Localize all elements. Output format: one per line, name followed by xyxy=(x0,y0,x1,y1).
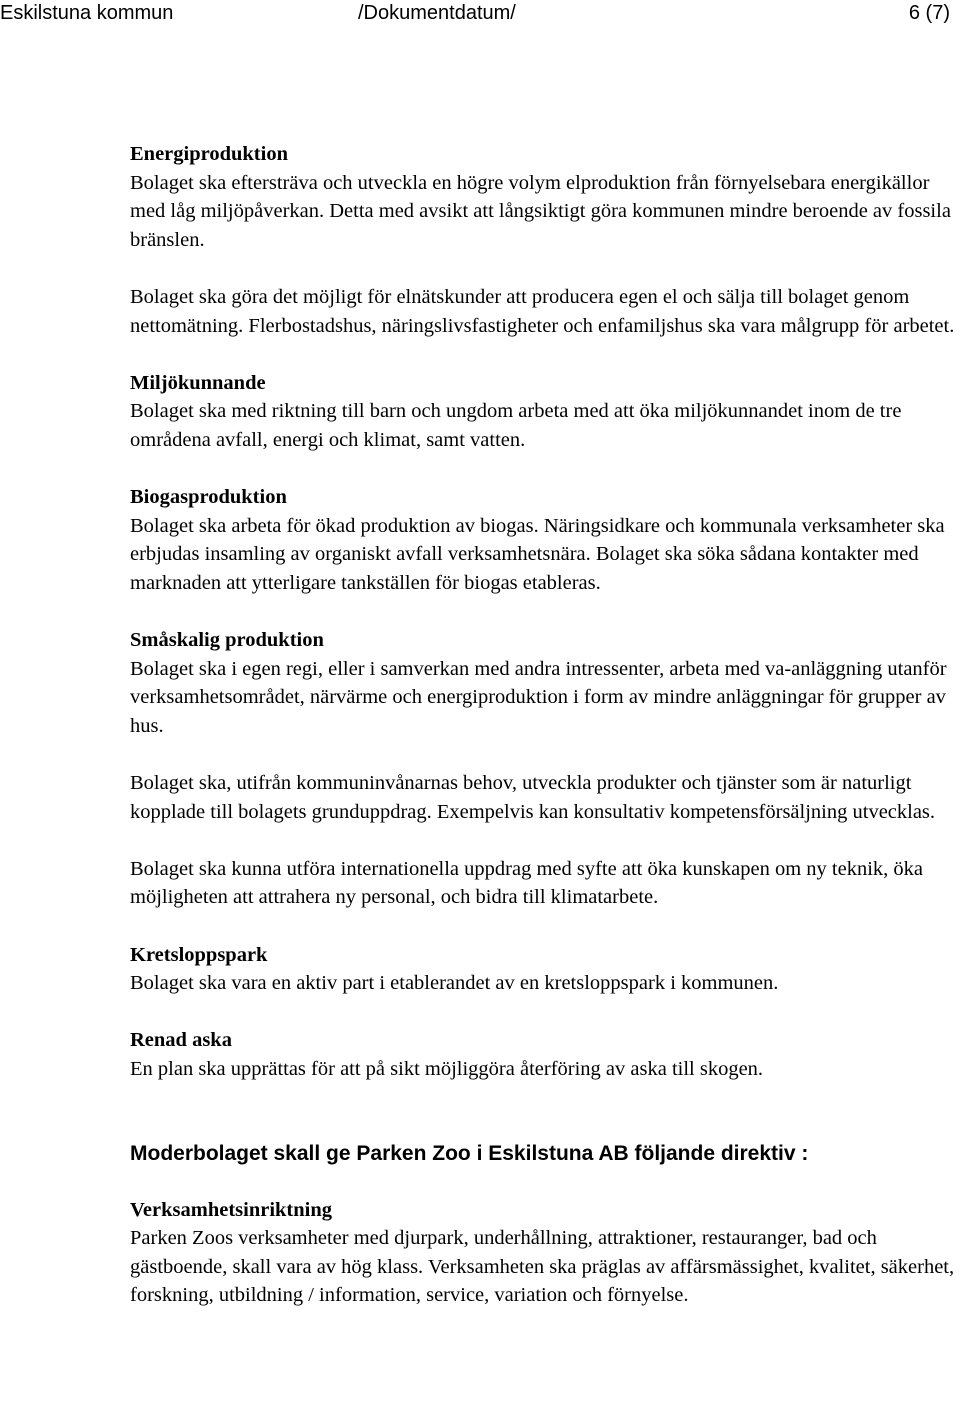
section-paragraph: Bolaget ska eftersträva och utveckla en högre volym elproduktion från förnyelsebara energikällor med låg miljöpåverkan. Detta med avsikt att långsiktigt göra kommunen mindre beroende av fossila bränslen. xyxy=(130,171,951,251)
section-heading: Renad aska xyxy=(130,1029,232,1052)
section-heading: Småskalig produktion xyxy=(130,629,324,652)
directive-heading: Moderbolaget skall ge Parken Zoo i Eskilstuna AB följande direktiv : xyxy=(130,1141,809,1165)
section-heading: Biogasproduktion xyxy=(130,486,287,509)
section-paragraph: Bolaget ska i egen regi, eller i samverkan med andra intressenter, arbeta med va-anläggning utanför verksamhetsområdet, närvärme och energiproduktion i form av mindre anläggningar för grupper av hus. xyxy=(130,657,947,737)
section-energiproduktion xyxy=(130,140,960,340)
header-page-number: 6 (7) xyxy=(908,2,950,24)
section-verksamhetsinriktning xyxy=(130,1196,960,1310)
section-heading: Miljökunnande xyxy=(130,371,266,394)
section-paragraph: Bolaget ska kunna utföra internationella uppdrag med syfte att öka kunskapen om ny teknik, öka möjligheten att attrahera ny personal, och bidra till klimatarbete. xyxy=(130,857,924,909)
section-renad-aska xyxy=(130,1026,960,1083)
section-paragraph: En plan ska upprättas för att på sikt möjliggöra återföring av aska till skogen. xyxy=(130,1058,764,1080)
section-paragraph: Bolaget ska arbeta för ökad produktion av biogas. Näringsidkare och kommunala verksamheter ska erbjudas insamling av organiskt avfall verksamhetsnära. Bolaget ska söka sådana kontakter med marknaden att ytterligare tankställen för biogas etableras. xyxy=(130,514,945,594)
section-heading: Kretsloppspark xyxy=(130,943,268,966)
section-paragraph: Parken Zoos verksamheter med djurpark, underhållning, attraktioner, restauranger, bad och gästboende, skall vara av hög klass. Verksamheten ska präglas av affärsmässighet, kvalitet, säkerhet, forskning, utbildning / information, service, variation och förnyelse. xyxy=(130,1227,955,1307)
document-body xyxy=(130,140,960,1310)
section-smaskalig-produktion xyxy=(130,626,960,912)
section-miljokunnande xyxy=(130,369,960,455)
section-kretsloppspark xyxy=(130,941,960,998)
section-paragraph: Bolaget ska vara en aktiv part i etablerandet av en kretsloppspark i kommunen. xyxy=(130,972,779,995)
section-paragraph: Bolaget ska, utifrån kommuninvånarnas behov, utveckla produkter och tjänster som är naturligt kopplade till bolagets grunduppdrag. Exempelvis kan konsultativ kompetensförsäljning utvecklas. xyxy=(130,772,936,823)
header-organization: Eskilstuna kommun xyxy=(0,2,174,24)
section-paragraph: Bolaget ska med riktning till barn och ungdom arbeta med att öka miljökunnandet inom de tre områdena avfall, energi och klimat, samt vatten. xyxy=(130,400,902,451)
header-document-date: /Dokumentdatum/ xyxy=(358,2,516,24)
section-paragraph: Bolaget ska göra det möjligt för elnätskunder att producera egen el och sälja till bolaget genom nettomätning. Flerbostadshus, näringslivsfastigheter och enfamiljshus ska vara målgrupp för arbetet. xyxy=(130,285,955,337)
section-heading: Verksamhetsinriktning xyxy=(130,1198,332,1221)
section-biogasproduktion xyxy=(130,483,960,597)
page-header xyxy=(0,0,960,26)
section-heading: Energiproduktion xyxy=(130,143,288,165)
